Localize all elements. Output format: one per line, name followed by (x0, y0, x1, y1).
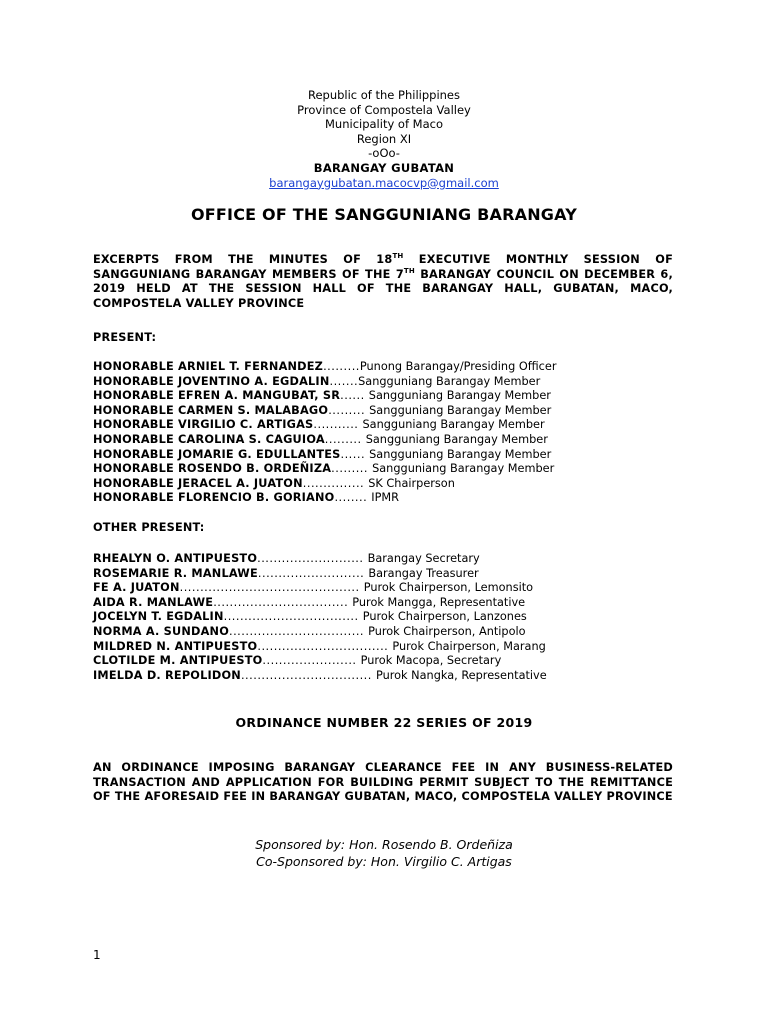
attendee-row (93, 389, 683, 404)
attendee-name: AIDA R. MANLAWE (93, 595, 214, 609)
attendee-row (93, 404, 683, 419)
header-municipality: Municipality of Maco (325, 117, 443, 132)
leader-dots: ................................. (213, 595, 353, 609)
leader-dots: ................................ (257, 639, 393, 653)
attendee-row (93, 448, 683, 463)
attendee-role: Sangguniang Barangay Member (365, 432, 548, 446)
ordinance-title: AN ORDINANCE IMPOSING BARANGAY CLEARANCE FEE IN ANY BUSINESS-RELATED TRANSACTION AND APPLICATION FOR BUILDING PERMIT SUBJECT TO THE REMITTANCE OF THE AFORESAID FEE IN BARANGAY GUBATAN, MACO, COMPOSTELA VALLEY PROVINCE (93, 761, 673, 804)
attendee-role: Purok Chairperson, Marang (392, 639, 546, 653)
attendee-name: RHEALYN O. ANTIPUESTO (93, 552, 258, 565)
excerpt-text-3: BARANGAY COUNCIL ON DECEMBER 6, 2019 HELD AT THE SESSION HALL OF THE BARANGAY HALL, GUBATAN, MACO, COMPOSTELA VALLEY PROVINCE (93, 267, 673, 310)
leader-dots: ........... (313, 418, 363, 432)
attendee-role: Sangguniang Barangay Member (362, 418, 545, 432)
attendee-row (93, 596, 683, 611)
attendee-name: JOCELYN T. EGDALIN (93, 610, 224, 624)
attendee-row (93, 610, 683, 625)
excerpt-text-1: EXCERPTS FROM THE MINUTES OF 18 (93, 253, 393, 266)
attendee-name: NORMA A. SUNDANO (93, 624, 229, 638)
attendee-name: HONORABLE CARMEN S. MALABAGO (93, 403, 329, 417)
attendee-name: HONORABLE JERACEL A. JUATON (93, 476, 303, 490)
attendee-role: Purok Mangga, Representative (352, 595, 526, 609)
sponsor-line: Sponsored by: Hon. Rosendo B. Ordeñiza (255, 837, 513, 852)
leader-dots: ......... (328, 403, 370, 417)
page-number: 1 (93, 948, 101, 962)
excerpt-text-2: EXECUTIVE MONTHLY SESSION OF SANGGUNIANG BARANGAY MEMBERS OF THE 7 (93, 253, 673, 281)
leader-dots: ............................................ (179, 581, 364, 595)
attendee-name: HONORABLE JOVENTINO A. EGDALIN (93, 374, 330, 388)
attendee-name: HONORABLE EFREN A. MANGUBAT, SR (93, 389, 341, 403)
attendee-row (93, 654, 683, 669)
header-republic: Republic of the Philippines (307, 88, 461, 102)
header-region: Region XI (356, 131, 412, 146)
leader-dots: ................................ (240, 668, 376, 682)
attendee-role: Sangguniang Barangay Member (372, 462, 555, 476)
header-province: Province of Compostela Valley (297, 102, 471, 117)
attendee-row (93, 462, 683, 477)
attendee-name: CLOTILDE M. ANTIPUESTO (93, 654, 263, 668)
leader-dots: ............... (302, 476, 369, 490)
sponsors-block (0, 837, 768, 870)
leader-dots: ....... (329, 374, 359, 388)
attendee-name: HONORABLE CAROLINA S. CAGUIOA (93, 432, 325, 446)
attendee-name: HONORABLE ROSENDO B. ORDEÑIZA (93, 462, 332, 476)
letterhead (0, 88, 768, 190)
leader-dots: ......... (331, 462, 373, 476)
attendee-row (93, 433, 683, 448)
attendee-row (93, 567, 683, 582)
leader-dots: ................................. (223, 610, 363, 624)
attendee-role: Barangay Treasurer (368, 566, 479, 580)
attendee-row (93, 491, 683, 506)
attendee-role: SK Chairperson (368, 476, 455, 490)
excerpt-ordinal-1: TH (392, 252, 404, 261)
office-title: OFFICE OF THE SANGGUNIANG BARANGAY (191, 205, 577, 224)
attendee-row (93, 669, 683, 684)
attendee-role: Barangay Secretary (367, 552, 480, 565)
leader-dots: ........ (334, 491, 372, 505)
cosponsor-line: Co-Sponsored by: Hon. Virgilio C. Artigas (256, 853, 512, 869)
attendee-row (93, 552, 683, 567)
leader-dots: ...... (340, 389, 369, 403)
ordinance-number: ORDINANCE NUMBER 22 SERIES OF 2019 (235, 715, 533, 730)
attendee-name: HONORABLE FLORENCIO B. GORIANO (93, 491, 335, 505)
attendee-name: IMELDA D. REPOLIDON (93, 668, 241, 682)
attendee-name: HONORABLE VIRGILIO C. ARTIGAS (93, 418, 314, 432)
attendee-role: Purok Chairperson, Antipolo (368, 624, 526, 638)
attendee-name: HONORABLE ARNIEL T. FERNANDEZ (93, 360, 324, 373)
attendee-name: MILDRED N. ANTIPUESTO (93, 639, 258, 653)
attendee-role: Purok Macopa, Secretary (360, 654, 502, 668)
present-list (93, 360, 683, 506)
other-present-list (93, 552, 683, 683)
attendee-role: Punong Barangay/Presiding Officer (359, 360, 557, 373)
attendee-role: IPMR (371, 491, 400, 505)
attendee-row (93, 418, 683, 433)
leader-dots: .......................... (257, 552, 368, 565)
leader-dots: ....................... (262, 654, 361, 668)
attendee-name: ROSEMARIE R. MANLAWE (93, 566, 258, 580)
attendee-role: Purok Chairperson, Lanzones (362, 610, 527, 624)
header-separator: -oOo- (368, 146, 400, 161)
excerpt-paragraph (93, 253, 673, 311)
attendee-row (93, 625, 683, 640)
attendee-row (93, 375, 683, 390)
attendee-row (93, 477, 683, 492)
attendee-role: Sangguniang Barangay Member (368, 389, 551, 403)
attendee-name: FE A. JUATON (93, 581, 180, 595)
attendee-row (93, 640, 683, 655)
attendee-role: Sangguniang Barangay Member (358, 374, 541, 388)
header-barangay: BARANGAY GUBATAN (313, 160, 455, 175)
attendee-role: Sangguniang Barangay Member (369, 403, 552, 417)
leader-dots: .......................... (257, 566, 369, 580)
present-label: PRESENT: (93, 331, 157, 344)
attendee-role: Purok Chairperson, Lemonsito (363, 581, 534, 595)
email-link[interactable]: barangaygubatan.macocvp@gmail.com (269, 175, 499, 190)
leader-dots: ......... (324, 432, 366, 446)
leader-dots: ......... (323, 360, 360, 373)
excerpt-ordinal-2: TH (403, 266, 415, 275)
leader-dots: ...... (340, 447, 370, 461)
attendee-row (93, 360, 683, 375)
attendee-role: Purok Nangka, Representative (375, 668, 547, 682)
attendee-row (93, 581, 683, 596)
leader-dots: ................................. (229, 624, 369, 638)
attendee-name: HONORABLE JOMARIE G. EDULLANTES (93, 447, 341, 461)
other-present-label: OTHER PRESENT: (93, 521, 205, 534)
attendee-role: Sangguniang Barangay Member (369, 447, 552, 461)
